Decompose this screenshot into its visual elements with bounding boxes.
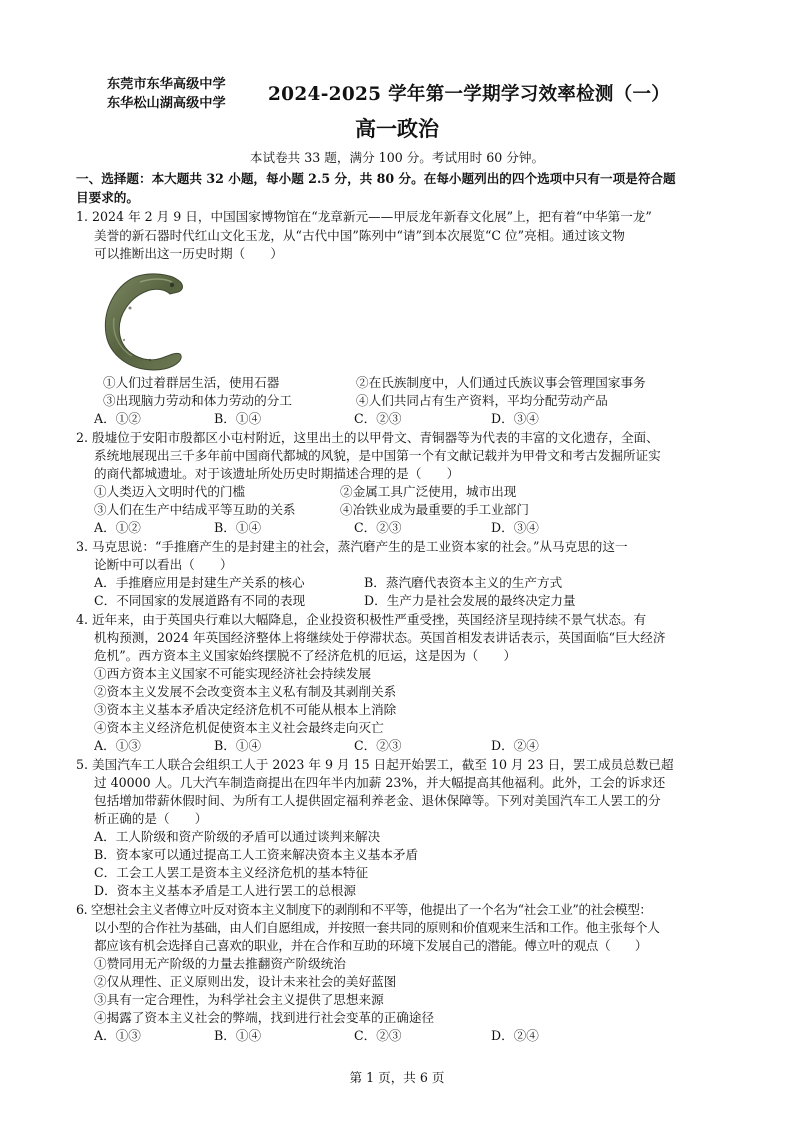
- q3-option-c[interactable]: C．不同国家的发展道路有不同的表现: [94, 593, 306, 608]
- q4-option-d[interactable]: D．②④: [491, 738, 539, 753]
- q3-stem-line-2: 论断中可以看出（ ）: [94, 557, 233, 572]
- q5-stem-line-3: 包括增加带薪休假时间、为所有工人提供固定福利养老金、退休保障等。下列对美国汽车工人罢工的分: [94, 793, 661, 808]
- school-name-1: 东莞市东华高级中学: [107, 77, 226, 92]
- q1-option-c[interactable]: C．②③: [354, 411, 402, 426]
- q4-statement-2: ②资本主义发展不会改变资本主义私有制及其剥削关系: [94, 684, 397, 699]
- q6-statement-2: ②仅从理性、正义原则出发，设计未来社会的美好蓝图: [94, 974, 397, 989]
- q5-option-b[interactable]: B．资本家可以通过提高工人工资来解决资本主义基本矛盾: [94, 847, 419, 862]
- q1-statement-2: ②在氏族制度中，人们通过氏族议事会管理国家事务: [356, 375, 646, 390]
- q6-stem-line-2: 以小型的合作社为基础，由人们自愿组成，并按照一套共同的原则和价值观来生活和工作。他主张每个人: [94, 920, 660, 935]
- q4-stem-line-1: 4. 近年来，由于英国央行难以大幅降息，企业投资积极性严重受挫，英国经济呈现持续不景气状态。有: [76, 612, 647, 627]
- q6-option-c[interactable]: C．②③: [354, 1028, 402, 1043]
- q1-statement-1: ①人们过着群居生活，使用石器: [103, 375, 280, 390]
- exam-title: 2024-2025 学年第一学期学习效率检测（一）: [268, 84, 671, 105]
- jade-dragon-image: [100, 268, 190, 372]
- q1-stem-line-1: 1. 2024 年 2 月 9 日，中国国家博物馆在“龙章新元——甲辰龙年新春文化展”上，把有着“中华第一龙”: [76, 209, 652, 224]
- q1-statement-4: ④人们共同占有生产资料，平均分配劳动产品: [356, 393, 608, 408]
- q2-statement-4: ④冶铁业成为最重要的手工业部门: [340, 502, 529, 517]
- school-name-2: 东华松山湖高级中学: [107, 96, 226, 111]
- page-number: 第 1 页，共 6 页: [349, 1070, 445, 1085]
- q2-stem-line-2: 系统地展现出三千多年前中国商代都城的风貌，是中国第一个有文献记载并为甲骨文和考古发掘所证实: [94, 448, 661, 463]
- q5-option-a[interactable]: A．工人阶级和资产阶级的矛盾可以通过谈判来解决: [94, 829, 381, 844]
- q4-statement-1: ①西方资本主义国家不可能实现经济社会持续发展: [94, 666, 372, 681]
- q2-option-b[interactable]: B．①④: [214, 520, 262, 535]
- exam-info: 本试卷共 33 题，满分 100 分。考试用时 60 分钟。: [249, 150, 545, 165]
- q1-option-a[interactable]: A．①②: [94, 411, 141, 426]
- section-heading-line-2: 目要求的。: [76, 190, 139, 205]
- q1-stem-line-3: 可以推断出这一历史时期（ ）: [94, 246, 283, 261]
- q5-stem-line-1: 5. 美国汽车工人联合会组织工人于 2023 年 9 月 15 日起开始罢工，截至 10 月 23 日，罢工成员总数已超: [76, 757, 674, 772]
- q6-option-a[interactable]: A．①③: [94, 1028, 141, 1043]
- section-heading-line-1: 一、选择题：本大题共 32 小题，每小题 2.5 分，共 80 分。在每小题列出的四个选项中只有一项是符合题: [76, 171, 676, 186]
- q4-option-c[interactable]: C．②③: [354, 738, 402, 753]
- q5-option-c[interactable]: C．工会工人罢工是资本主义经济危机的基本特征: [94, 865, 369, 880]
- q1-option-b[interactable]: B．①④: [214, 411, 262, 426]
- subject-title: 高一政治: [355, 116, 439, 141]
- q3-option-d[interactable]: D．生产力是社会发展的最终决定力量: [364, 593, 576, 608]
- q4-stem-line-2: 机构预测，2024 年英国经济整体上将继续处于停滞状态。英国首相发表讲话表示，英国面临“巨大经济: [94, 630, 666, 645]
- q5-option-d[interactable]: D．资本主义基本矛盾是工人进行罢工的总根源: [94, 883, 356, 898]
- q3-option-b[interactable]: B．蒸汽磨代表资本主义的生产方式: [364, 575, 563, 590]
- q2-option-a[interactable]: A．①②: [94, 520, 141, 535]
- q2-stem-line-3: 的商代都城遗址。对于该遗址所处历史时期描述合理的是（ ）: [94, 466, 460, 481]
- q6-stem-line-3: 都应该有机会选择自己喜欢的职业，并在合作和互助的环境下发展自己的潜能。傅立叶的观点（ ）: [94, 938, 648, 953]
- q2-option-d[interactable]: D．③④: [491, 520, 539, 535]
- q1-statement-3: ③出现脑力劳动和体力劳动的分工: [103, 393, 292, 408]
- q2-option-c[interactable]: C．②③: [354, 520, 402, 535]
- q4-statement-3: ③资本主义基本矛盾决定经济危机不可能从根本上消除: [94, 702, 397, 717]
- q3-stem-line-1: 3. 马克思说：“手推磨产生的是封建主的社会，蒸汽磨产生的是工业资本家的社会。”从马克思的这一: [76, 539, 628, 554]
- q2-statement-2: ②金属工具广泛使用，城市出现: [340, 484, 517, 499]
- q6-option-d[interactable]: D．②④: [491, 1028, 539, 1043]
- q1-stem-line-2: 美誉的新石器时代红山文化玉龙，从“古代中国”陈列中“请”到本次展览“C 位”亮相。通过该文物: [94, 228, 625, 243]
- q6-statement-4: ④揭露了资本主义社会的弊端，找到进行社会变革的正确途径: [94, 1010, 435, 1025]
- q6-statement-3: ③具有一定合理性，为科学社会主义提供了思想来源: [94, 992, 384, 1007]
- q4-statement-4: ④资本主义经济危机促使资本主义社会最终走向灭亡: [94, 720, 384, 735]
- q2-statement-3: ③人们在生产中结成平等互助的关系: [94, 502, 296, 517]
- q5-stem-line-4: 析正确的是（ ）: [94, 811, 208, 826]
- q1-option-d[interactable]: D．③④: [491, 411, 539, 426]
- q6-option-b[interactable]: B．①④: [214, 1028, 262, 1043]
- q2-statement-1: ①人类迈入文明时代的门槛: [94, 484, 246, 499]
- q6-stem-line-1: 6. 空想社会主义者傅立叶反对资本主义制度下的剥削和不平等，他提出了一个名为“社会工业”的社会模型：: [76, 902, 652, 917]
- q5-stem-line-2: 过 40000 人。几大汽车制造商提出在四年半内加薪 23%，并大幅提高其他福利。此外，工会的诉求还: [94, 775, 666, 790]
- q3-option-a[interactable]: A．手推磨应用是封建生产关系的核心: [94, 575, 305, 590]
- q4-option-b[interactable]: B．①④: [214, 738, 262, 753]
- q4-stem-line-3: 危机”。西方资本主义国家始终摆脱不了经济危机的厄运，这是因为（ ）: [94, 648, 517, 663]
- q4-option-a[interactable]: A．①③: [94, 738, 141, 753]
- q6-statement-1: ①赞同用无产阶级的力量去推翻资产阶级统治: [94, 956, 346, 971]
- q2-stem-line-1: 2. 殷墟位于安阳市殷都区小屯村附近，这里出土的以甲骨文、青铜器等为代表的丰富的文化遗存，全面、: [76, 430, 659, 445]
